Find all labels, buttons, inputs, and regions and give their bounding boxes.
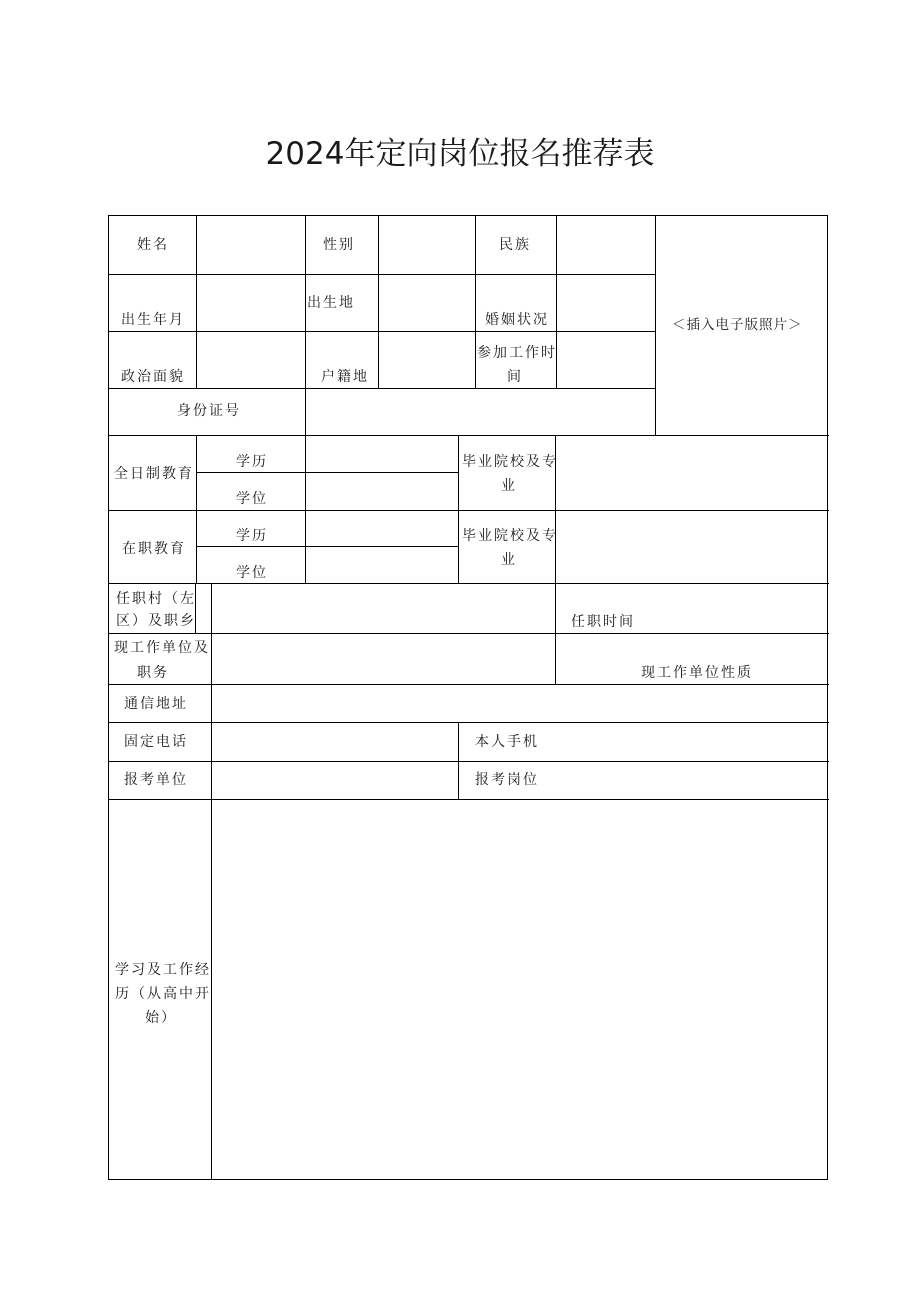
fulltime-degree-label: 学位 — [236, 491, 268, 507]
work-start-label: 参加工作时 — [477, 345, 557, 361]
row-line — [109, 761, 829, 762]
photo-placeholder: ＜插入电子版照片＞ — [672, 317, 803, 333]
row-line — [109, 331, 655, 332]
work-start-label-cont: 间 — [507, 369, 523, 385]
current-unit-label-cont: 职务 — [137, 665, 169, 681]
form-title: 2024年定向岗位报名推荐表 — [265, 136, 655, 172]
birth-date-label: 出生年月 — [121, 312, 185, 328]
row-line — [109, 722, 829, 723]
current-unit-label: 现工作单位及 — [114, 640, 210, 656]
inservice-degree-edu-label: 学历 — [236, 528, 268, 544]
name-label: 姓名 — [137, 237, 169, 253]
inservice-degree-label: 学位 — [236, 565, 268, 581]
resume-label: 学习及工作经 — [115, 962, 211, 978]
marital-status-label: 婚姻状况 — [485, 312, 549, 328]
row-line — [109, 388, 655, 389]
row-line — [109, 583, 829, 584]
row-line — [109, 633, 829, 634]
fulltime-school-major-label: 毕业院校及专 — [462, 454, 558, 470]
unit-nature-label: 现工作单位性质 — [641, 665, 753, 681]
col-line — [305, 216, 306, 435]
fulltime-school-major-label-cont: 业 — [501, 478, 517, 494]
col-line — [378, 216, 379, 388]
col-line — [555, 583, 556, 684]
village-post-label-cont: 区）及职乡 — [116, 613, 196, 629]
address-label: 通信地址 — [124, 696, 188, 712]
resume-label-cont: 历（从高中开 — [115, 986, 211, 1002]
row-line — [109, 274, 655, 275]
id-number-label: 身份证号 — [177, 403, 241, 419]
gender-label: 性别 — [323, 237, 355, 253]
apply-post-label: 报考岗位 — [475, 772, 539, 788]
political-status-label: 政治面貌 — [121, 369, 185, 385]
col-line — [196, 435, 197, 583]
row-line — [109, 799, 829, 800]
col-line — [211, 583, 212, 1180]
household-label: 户籍地 — [321, 369, 369, 385]
inservice-school-major-label-cont: 业 — [501, 552, 517, 568]
row-line — [109, 435, 829, 436]
ethnicity-label: 民族 — [499, 237, 531, 253]
col-line — [475, 216, 476, 388]
col-line — [458, 435, 459, 583]
fulltime-degree-edu-label: 学历 — [236, 454, 268, 470]
inservice-education-label: 在职教育 — [122, 541, 186, 557]
col-line — [655, 216, 656, 435]
inservice-school-major-label: 毕业院校及专 — [462, 528, 558, 544]
mobile-label: 本人手机 — [475, 734, 539, 750]
row-line — [109, 510, 829, 511]
landline-label: 固定电话 — [124, 734, 188, 750]
fulltime-education-label: 全日制教育 — [114, 466, 194, 482]
tenure-label: 任职时间 — [571, 614, 635, 630]
village-post-label: 任职村（左 — [116, 591, 196, 607]
registration-form-table — [108, 215, 828, 1180]
col-line — [305, 435, 306, 583]
apply-unit-label: 报考单位 — [124, 772, 188, 788]
col-line — [196, 216, 197, 388]
birthplace-label: 出生地 — [307, 295, 355, 311]
col-line — [458, 722, 459, 799]
resume-label-end: 始） — [145, 1010, 177, 1026]
